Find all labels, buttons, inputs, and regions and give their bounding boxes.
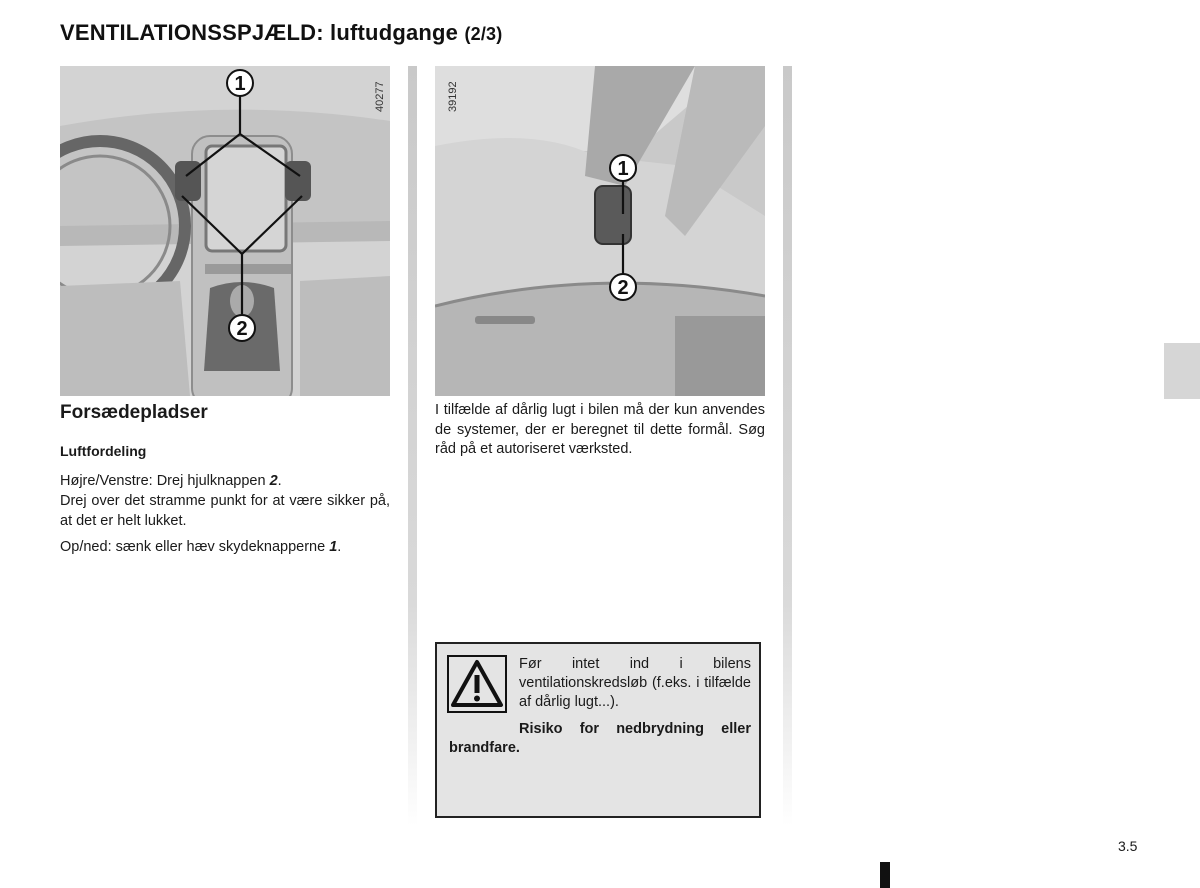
side-vent-illustration [435,66,765,396]
column-divider-left [408,66,417,826]
paragraph-odour: I tilfælde af dårlig lugt i bilen må der kun anvendes de systemer, der er beregnet til dette formål. Søg råd på et autoriseret værksted. [435,402,765,457]
ref-1: 1 [329,539,338,555]
svg-text:2: 2 [617,277,629,299]
page-number: 3.5 [1118,838,1138,854]
svg-text:1: 1 [617,158,629,180]
callout-1-right [610,155,636,181]
chapter-tab [1164,343,1200,399]
warning-text: Før intet ind i bilens ventilationskredsløb (f.eks. i tilfælde af dårlig lugt...). [519,656,751,710]
svg-text:2: 2 [236,318,248,340]
paragraph-updown: Op/ned: sænk eller hæv skydeknapperne 1. [60,539,342,555]
paragraph-turn: Drej over det stramme punkt for at være sikker på, at det er helt lukket. [60,493,390,529]
callout-1-left [227,70,253,96]
warning-triangle-icon [447,655,507,713]
page-mark [880,862,890,888]
section-heading: Forsædepladser [60,402,208,423]
side-vent-figure [435,66,765,396]
dashboard-center-figure [60,66,390,396]
warning-box [435,642,761,818]
page-title [60,20,502,46]
sub-heading: Luftfordeling [60,443,147,459]
ref-2: 2 [269,473,278,489]
warning-risk-text: Risiko for nedbrydning eller brandfare. [449,721,751,756]
svg-text:1: 1 [234,73,246,95]
column-divider-right [783,66,792,826]
figure-code-left: 40277 [374,81,386,112]
title-main: VENTILATIONSSPJÆLD: luftudgange [60,20,459,45]
callout-2-left [229,315,255,341]
dashboard-center-illustration [60,66,390,396]
callout-2-right [610,274,636,300]
paragraph-dial: Højre/Venstre: Drej hjulknappen 2. Drej over det stramme punkt for at være sikker på, at det er helt lukket. [60,473,390,529]
title-page-part: (2/3) [464,24,503,44]
figure-code-right: 39192 [447,81,459,112]
